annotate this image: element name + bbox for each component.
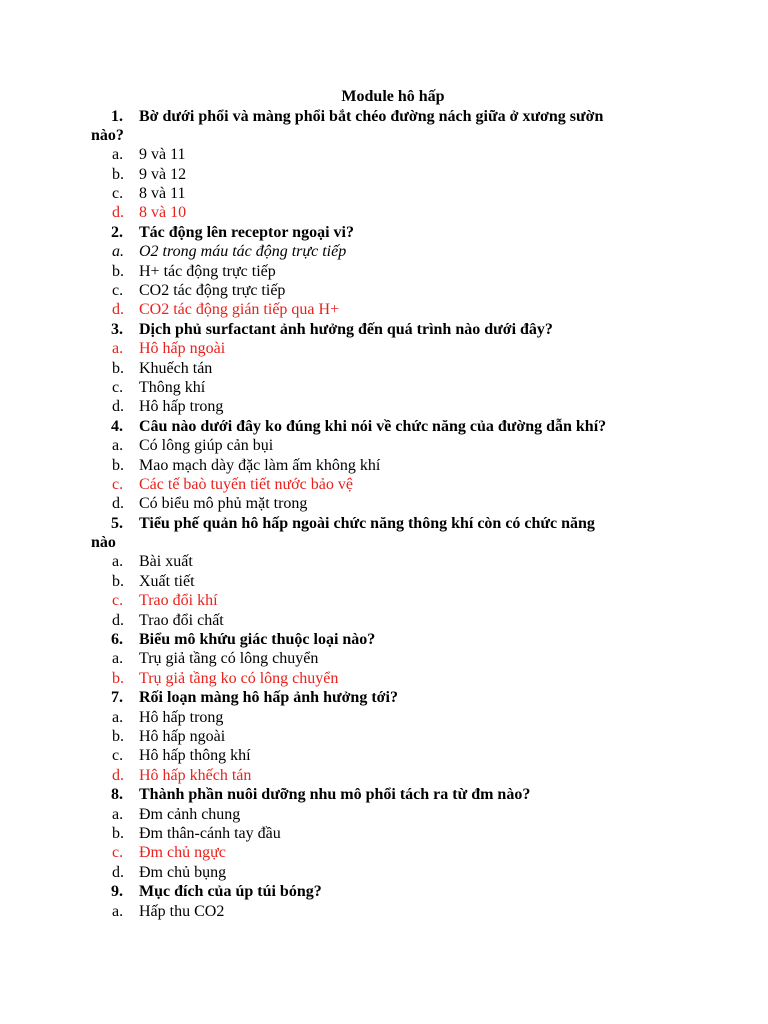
option-row bbox=[0, 165, 768, 184]
question-list bbox=[0, 107, 768, 921]
option-row bbox=[0, 863, 768, 882]
option-row bbox=[0, 805, 768, 824]
option-text: Hô hấp khếch tán bbox=[139, 766, 252, 784]
question-number: 2. bbox=[111, 223, 123, 241]
option-row bbox=[0, 649, 768, 668]
option-letter: b. bbox=[112, 165, 124, 183]
correct-option-row bbox=[0, 203, 768, 222]
option-row bbox=[0, 572, 768, 591]
option-text: Đm cảnh chung bbox=[139, 805, 241, 823]
option-letter: b. bbox=[112, 728, 124, 745]
option-letter: b. bbox=[112, 669, 124, 687]
option-text: H+ tác động trực tiếp bbox=[139, 262, 276, 280]
option-text: Đm chủ ngực bbox=[139, 844, 226, 862]
question-number: 3. bbox=[111, 320, 123, 338]
question-number: 4. bbox=[111, 417, 123, 435]
option-letter: a. bbox=[112, 902, 124, 920]
option-text: Hô hấp ngoài bbox=[139, 728, 226, 745]
option-letter: c. bbox=[112, 592, 124, 610]
option-letter: c. bbox=[112, 282, 124, 300]
question-text: Tác động lên receptor ngoại vi? bbox=[139, 223, 354, 241]
option-text: Hô hấp trong bbox=[139, 398, 224, 416]
option-row bbox=[0, 456, 768, 475]
option-letter: c. bbox=[112, 185, 124, 203]
correct-option-row bbox=[0, 339, 768, 358]
option-letter: b. bbox=[112, 262, 124, 280]
option-row bbox=[0, 708, 768, 727]
option-row bbox=[0, 902, 768, 921]
option-letter: d. bbox=[112, 204, 124, 222]
correct-option-row bbox=[0, 669, 768, 688]
option-text: CO2 tác động trực tiếp bbox=[139, 282, 286, 300]
option-row bbox=[0, 281, 768, 300]
option-text: O2 trong máu tác động trực tiếp bbox=[139, 243, 347, 261]
option-letter: b. bbox=[112, 572, 124, 590]
option-text: 8 và 10 bbox=[139, 204, 187, 222]
option-text: 9 và 12 bbox=[139, 165, 187, 183]
question-row bbox=[0, 882, 768, 901]
option-letter: c. bbox=[112, 378, 124, 396]
question-text: Bờ dưới phổi và màng phổi bắt chéo đường nách giữa ở xương sườn bbox=[139, 107, 604, 125]
question-continuation-row bbox=[0, 533, 768, 552]
correct-option-row bbox=[0, 843, 768, 862]
option-row bbox=[0, 436, 768, 455]
question-text-continued: nào bbox=[91, 534, 116, 552]
option-text: Mao mạch dày đặc làm ấm không khí bbox=[139, 456, 381, 474]
question-text: Thành phần nuôi dưỡng nhu mô phổi tách ra từ đm nào? bbox=[139, 786, 531, 804]
option-letter: d. bbox=[112, 611, 124, 629]
option-text: CO2 tác động gián tiếp qua H+ bbox=[139, 301, 340, 319]
option-text: Trao đổi khí bbox=[139, 592, 218, 610]
option-row bbox=[0, 378, 768, 397]
question-row bbox=[0, 688, 768, 707]
option-text: Bài xuất bbox=[139, 553, 193, 571]
option-letter: a. bbox=[112, 708, 124, 726]
option-text: 9 và 11 bbox=[139, 146, 186, 164]
option-letter: a. bbox=[112, 243, 124, 261]
option-letter: a. bbox=[112, 553, 124, 571]
option-text: Xuất tiết bbox=[139, 572, 195, 590]
question-row bbox=[0, 223, 768, 242]
option-row bbox=[0, 359, 768, 378]
option-text: Thông khí bbox=[139, 378, 206, 396]
question-continuation-row bbox=[0, 126, 768, 145]
question-row bbox=[0, 417, 768, 436]
question-number: 8. bbox=[111, 786, 123, 804]
option-letter: d. bbox=[112, 766, 124, 784]
question-text: Biểu mô khứu giác thuộc loại nào? bbox=[139, 631, 376, 649]
option-letter: b. bbox=[112, 456, 124, 474]
question-row bbox=[0, 107, 768, 126]
correct-option-row bbox=[0, 300, 768, 319]
question-number: 7. bbox=[111, 689, 123, 707]
option-letter: d. bbox=[112, 398, 124, 416]
option-letter: d. bbox=[112, 495, 124, 513]
option-text: Các tế baò tuyến tiết nước bảo vệ bbox=[139, 475, 353, 493]
question-row bbox=[0, 630, 768, 649]
option-row bbox=[0, 494, 768, 513]
option-text: Trao đổi chất bbox=[139, 611, 224, 629]
question-number: 1. bbox=[111, 107, 123, 125]
option-text: Hô hấp ngoài bbox=[139, 340, 226, 358]
question-row bbox=[0, 514, 768, 533]
option-letter: a. bbox=[112, 805, 124, 823]
option-text: Hô hấp thông khí bbox=[139, 747, 251, 765]
option-text: Hô hấp trong bbox=[139, 708, 224, 726]
option-letter: c. bbox=[112, 475, 124, 493]
option-letter: a. bbox=[112, 437, 124, 455]
option-letter: b. bbox=[112, 359, 124, 377]
option-letter: b. bbox=[112, 824, 124, 842]
option-text: Có biểu mô phủ mặt trong bbox=[139, 495, 308, 513]
option-row bbox=[0, 397, 768, 416]
option-row bbox=[0, 242, 768, 261]
question-text: Tiểu phế quản hô hấp ngoài chức năng thông khí còn có chức năng bbox=[139, 514, 595, 532]
option-row bbox=[0, 145, 768, 164]
option-letter: a. bbox=[112, 146, 124, 164]
option-letter: a. bbox=[112, 650, 124, 668]
question-text: Dịch phủ surfactant ảnh hưởng đến quá trình nào dưới đây? bbox=[139, 320, 553, 338]
question-text: Rối loạn màng hô hấp ảnh hưởng tới? bbox=[139, 689, 398, 707]
option-letter: d. bbox=[112, 863, 124, 881]
option-letter: d. bbox=[112, 301, 124, 319]
option-text: 8 và 11 bbox=[139, 185, 186, 203]
option-text: Hấp thu CO2 bbox=[139, 902, 225, 920]
option-row bbox=[0, 552, 768, 571]
option-letter: c. bbox=[112, 747, 124, 765]
option-text: Khuếch tán bbox=[139, 359, 213, 377]
option-row bbox=[0, 184, 768, 203]
question-text: Mục đích của úp túi bóng? bbox=[139, 883, 322, 901]
option-row bbox=[0, 824, 768, 843]
option-text: Trụ giả tầng có lông chuyển bbox=[139, 650, 319, 668]
question-number: 6. bbox=[111, 631, 123, 649]
question-text-continued: nào? bbox=[91, 126, 124, 144]
question-text: Câu nào dưới đây ko đúng khi nói về chức năng của đường dẫn khí? bbox=[139, 417, 607, 435]
option-text: Trụ giả tầng ko có lông chuyển bbox=[139, 669, 339, 687]
option-text: Đm thân-cánh tay đầu bbox=[139, 824, 281, 842]
correct-option-row bbox=[0, 591, 768, 610]
question-row bbox=[0, 320, 768, 339]
option-letter: c. bbox=[112, 844, 124, 862]
option-row bbox=[0, 611, 768, 630]
option-text: Có lông giúp cản bụi bbox=[139, 437, 274, 455]
question-number: 9. bbox=[111, 883, 123, 901]
page-title: Module hô hấp bbox=[341, 88, 445, 105]
option-row bbox=[0, 727, 768, 746]
option-row bbox=[0, 262, 768, 281]
option-text: Đm chủ bụng bbox=[139, 863, 227, 881]
correct-option-row bbox=[0, 475, 768, 494]
option-row bbox=[0, 746, 768, 765]
question-row bbox=[0, 785, 768, 804]
question-number: 5. bbox=[111, 514, 123, 532]
correct-option-row bbox=[0, 766, 768, 785]
option-letter: a. bbox=[112, 340, 124, 358]
